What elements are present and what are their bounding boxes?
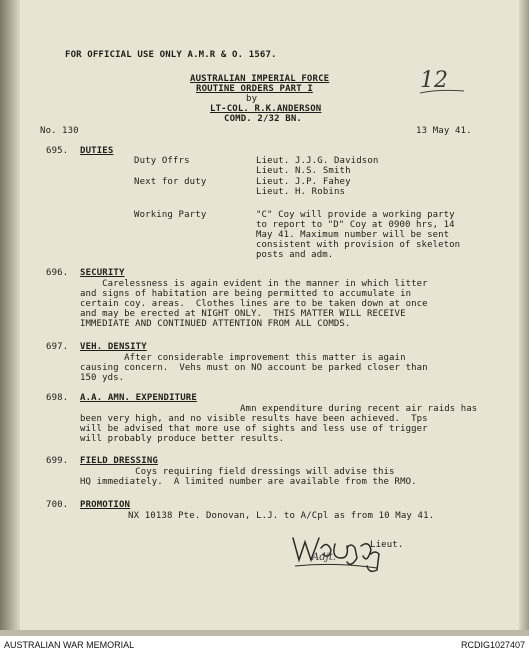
force-title: AUSTRALIAN IMPERIAL FORCE <box>190 74 330 84</box>
heading-promotion: PROMOTION <box>80 500 131 510</box>
paper-edge-right <box>519 0 529 636</box>
signature-sub: Adjt. <box>312 552 336 563</box>
official-use-line: FOR OFFICIAL USE ONLY A.M.R & O. 1567. <box>65 50 277 60</box>
footer-id: RCDIG1027407 <box>460 640 525 650</box>
orders-title: ROUTINE ORDERS PART I <box>196 84 313 94</box>
handwritten-page-number: 12 <box>420 68 448 93</box>
duty-label-1: Duty Offrs <box>134 156 190 166</box>
heading-veh-density: VEH. DENSITY <box>80 342 147 352</box>
commander-line: LT-COL. R.K.ANDERSON <box>210 104 322 114</box>
item-number-699: 699. <box>46 456 69 466</box>
item-number-695: 695. <box>46 146 69 156</box>
footer-bar <box>0 636 529 654</box>
duty-value-2: Lieut. N.S. Smith <box>256 166 351 176</box>
item-number-698: 698. <box>46 393 69 403</box>
duty-value-3: Lieut. J.P. Fahey <box>256 177 351 187</box>
working-party-text: "C" Coy will provide a working party to report to "D" Coy at 0900 hrs, 14 May 41. Maximum number will be sent consistent with provision of skeleton posts and adm. <box>256 210 461 260</box>
heading-aa-amn: A.A. AMN. EXPENDITURE <box>80 393 197 403</box>
item-number-700: 700. <box>46 500 69 510</box>
working-party-label: Working Party <box>134 210 207 220</box>
heading-field-dressing: FIELD DRESSING <box>80 456 158 466</box>
footer-source: AUSTRALIAN WAR MEMORIAL <box>4 640 135 650</box>
command-line: COMD. 2/32 BN. <box>224 114 302 124</box>
duty-label-3: Next for duty <box>134 177 207 187</box>
veh-density-text: After considerable improvement this matter is again causing concern. Vehs must on NO account be parked closer than 150 yds. <box>80 353 428 383</box>
signature-rank: Lieut. <box>370 540 404 550</box>
heading-duties: DUTIES <box>80 146 114 156</box>
paper-edge-left <box>0 0 20 636</box>
order-number-label: No. <box>40 126 57 136</box>
duty-value-4: Lieut. H. Robins <box>256 187 346 197</box>
promotion-text: NX 10138 Pte. Donovan, L.J. to A/Cpl as from 10 May 41. <box>128 511 435 521</box>
security-text: Carelessness is again evident in the manner in which litter and signs of habitation are being permitted to accumulate in certain coy. areas. Clothes lines are to be taken down at once and may be erected at NIGHT ONLY. THIS MATTER WILL RECEIVE IMMEDIATE AND CONTINUED ATTENTION FROM ALL COMDS. <box>80 279 428 329</box>
handwritten-underline <box>418 88 466 96</box>
field-dressing-text: Coys requiring field dressings will advise this HQ immediately. A limited number are available from the RMO. <box>80 467 417 487</box>
heading-security: SECURITY <box>80 268 125 278</box>
aa-amn-text: Amn expenditure during recent air raids has been very high, and no visible results have been achieved. Tps will be advised that more use of sights and less use of trigger will probably produce better results. <box>80 404 478 444</box>
order-number: 130 <box>62 126 79 136</box>
order-date: 13 May 41. <box>416 126 472 136</box>
by-line: by <box>246 94 258 104</box>
duty-value-1: Lieut. J.J.G. Davidson <box>256 156 379 166</box>
item-number-697: 697. <box>46 342 69 352</box>
item-number-696: 696. <box>46 268 69 278</box>
